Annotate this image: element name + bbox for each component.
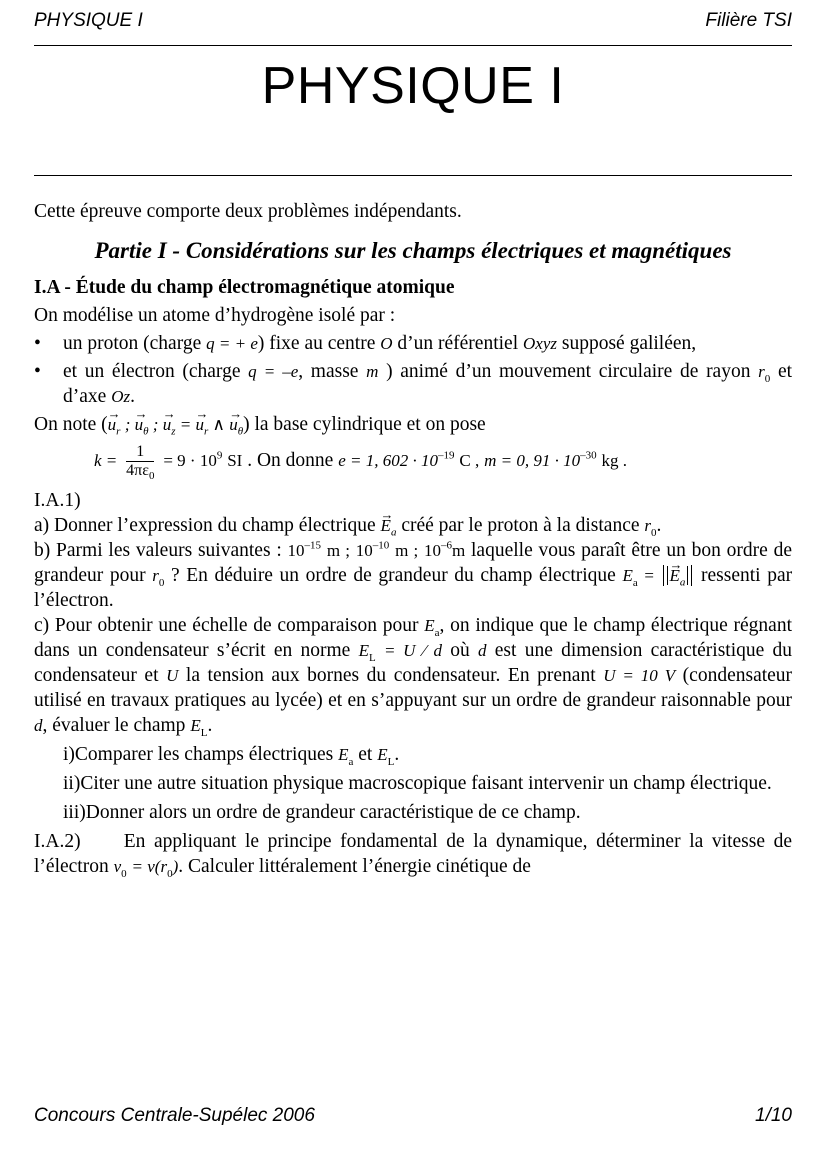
header-left: PHYSIQUE I xyxy=(34,10,143,31)
basis-line: On note (→ $u_r$ ; → $u_\theta$ ; → $u_z$ = → $u_r$ ∧ → $u_\theta$) la base cylindrique et on pose xyxy=(34,412,792,437)
model-intro: On modélise un atome d’hydrogène isolé par : xyxy=(34,305,396,326)
question-c-i: i)Comparer les champs électriques $E_a$ et $E_L$. xyxy=(63,744,400,768)
list-item-proton: • un proton (charge q = + e) fixe au centre O d’un référentiel Oxyz supposé galiléen, xyxy=(34,331,792,356)
question-b: b) Parmi les valeurs suivantes : $10^{-15}$ m ; $10^{-10}$ m ; $10^{-6}m$ laquelle vous paraît être un bon ordre de grandeur pour $r_0$ ? En déduire un ordre de grandeur du champ électrique $E_a$ = → $E_a$ ressenti par l’électron. xyxy=(34,538,792,613)
question-ia1-label: I.A.1) xyxy=(34,490,81,511)
constants-formula: k = $\frac{1}{4\pi\varepsilon_0}$ = $9 \cdot 10^9$ SI . On donne e = 1, $602 \cdot 10^{-19}$ C , m = 0, $91 \cdot 10^{-30}$ kg . xyxy=(94,443,627,483)
question-c-ii: ii)Citer une autre situation physique macroscopique faisant intervenir un champ électrique. xyxy=(63,773,772,794)
footer-page-number: 1/10 xyxy=(755,1105,792,1126)
page-title: PHYSIQUE I xyxy=(261,57,565,115)
document-body xyxy=(34,199,792,879)
question-a: a) Donner l’expression du champ électrique → $E_a$ créé par le proton à la distance $r_0$. xyxy=(34,513,792,538)
part-title: Partie I - Considérations sur les champs électriques et magnétiques xyxy=(94,238,732,263)
header-right: Filière TSI xyxy=(705,10,792,31)
question-c: c) Pour obtenir une échelle de comparaison pour $E_a$, on indique que le champ électrique régnant dans un condensateur s’écrit en norme $E_L = U$ ⁄ d où d est une dimension caractéristique du condensateur et U la tension aux bornes du condensateur. En prenant U = 10 V (condensateur utilisé en travaux pratiques au lycée) et en s’appuyant sur un ordre de grandeur raisonnable pour d, évaluer le champ $E_L$. xyxy=(34,615,793,739)
footer-left: Concours Centrale-Supélec 2006 xyxy=(34,1105,315,1126)
question-c-iii: iii)Donner alors un ordre de grandeur caractéristique de ce champ. xyxy=(63,802,581,823)
header-rule xyxy=(34,45,792,46)
model-list xyxy=(34,331,792,409)
fraction: $\frac{1}{4\pi\varepsilon_0}$ xyxy=(126,443,155,483)
section-heading-ia: I.A - Étude du champ électromagnétique atomique xyxy=(34,277,455,298)
question-ia2: I.A.2) En appliquant le principe fondamental de la dynamique, déterminer la vitesse de l’électron $v_0 = v(r_0)$. Calculer littéralement l’énergie cinétique de xyxy=(34,831,793,880)
list-item-electron: • et un électron (charge q = –e, masse m ) animé d’un mouvement circulaire de rayon $r_0$ et d’axe Oz. xyxy=(34,359,792,409)
intro-text: Cette épreuve comporte deux problèmes indépendants. xyxy=(34,201,462,222)
title-rule xyxy=(34,175,792,176)
